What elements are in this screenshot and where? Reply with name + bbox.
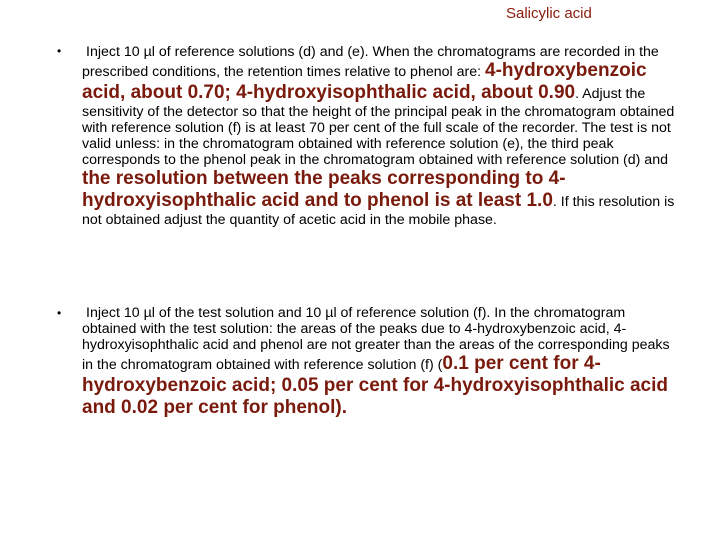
- paragraph-1: [82, 44, 682, 228]
- bullet-marker-1: •: [57, 44, 62, 58]
- paragraph-1-text-3: . If this resolution is not obtained adjust the quantity of acetic acid in the mobile phase.: [82, 194, 675, 228]
- bullet-marker-2: •: [57, 306, 62, 320]
- page-title: Salicylic acid: [506, 5, 592, 22]
- paragraph-2: [82, 305, 682, 419]
- paragraph-1-text-1: Inject 10 µl of reference solutions (d) and (e). When the chromatograms are recorded in the prescribed conditions, the retention times relative to phenol are:: [82, 44, 659, 80]
- paragraph-2-text-1: Inject 10 µl of the test solution and 10 µl of reference solution (f). In the chromatogram obtained with the test solution: the areas of the peaks due to 4-hydroxybenzoic acid, 4-hydroxyisophthalic acid and phenol are not greater than the areas of the corresponding peaks in the chromatogram obtained with reference solution (f) (: [82, 305, 670, 373]
- paragraph-1-emphasis-1: 4-hydroxybenzoic acid, about 0.70; 4-hydroxyisophthalic acid, about 0.90: [82, 60, 647, 103]
- paragraph-2-emphasis-1: 0.1 per cent for 4-hydroxybenzoic acid; 0.05 per cent for 4-hydroxyisophthalic acid and 0.02 per cent for phenol).: [82, 353, 668, 418]
- paragraph-1-text-2: . Adjust the sensitivity of the detector so that the height of the principal peak in the chromatogram obtained with reference solution (f) is at least 70 per cent of the full scale of the recorder. The test is not valid unless: in the chromatogram obtained with reference solution (e), the third peak corresponds to the phenol peak in the chromatogram obtained with reference solution (d) and: [82, 86, 675, 168]
- paragraph-1-emphasis-2: the resolution between the peaks corresponding to 4- hydroxyisophthalic acid and to phenol is at least 1.0: [82, 168, 566, 211]
